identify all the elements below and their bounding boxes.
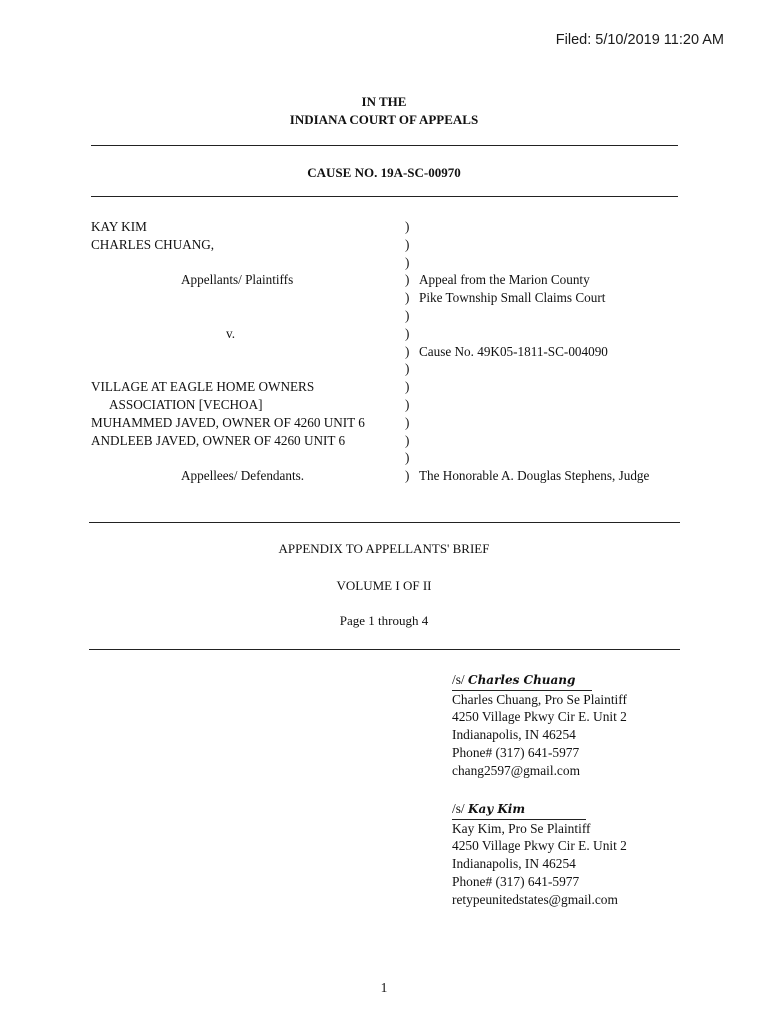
caption-left-line: ASSOCIATION [VECHOA]	[109, 397, 263, 412]
appendix-title: APPENDIX TO APPELLANTS' BRIEF	[278, 541, 490, 556]
signature-block-chuang	[452, 671, 627, 779]
volume-label: VOLUME I OF II	[336, 578, 432, 593]
court-heading-line2: INDIANA COURT OF APPEALS	[289, 112, 479, 127]
caption-left-line: Appellants/ Plaintiffs	[181, 272, 294, 288]
caption-left-line: VILLAGE AT EAGLE HOME OWNERS	[91, 379, 315, 395]
page-number: 1	[380, 980, 388, 995]
signer-address: 4250 Village Pkwy Cir E. Unit 2	[452, 709, 627, 725]
signature-block-kim	[452, 800, 627, 908]
caption-paren: )	[405, 361, 410, 377]
caption-left-line: ANDLEEB JAVED, OWNER OF 4260 UNIT 6	[91, 432, 346, 448]
caption-paren: )	[405, 343, 410, 359]
caption-paren: )	[405, 432, 410, 448]
signature-prefix: /s/	[452, 801, 465, 816]
cause-number: CAUSE NO. 19A-SC-00970	[307, 165, 461, 180]
caption-right-line: Appeal from the Marion County	[419, 272, 590, 288]
caption-paren: )	[405, 468, 410, 484]
filed-stamp: Filed: 5/10/2019 11:20 AM	[555, 32, 724, 48]
caption-right-line: Pike Township Small Claims Court	[419, 290, 606, 306]
caption-left-line: Appellees/ Defendants.	[181, 468, 305, 484]
caption-right-line: The Honorable A. Douglas Stephens, Judge	[419, 468, 650, 484]
caption-paren: )	[405, 397, 410, 412]
caption-paren: )	[405, 325, 410, 341]
page-range: Page 1 through 4	[339, 613, 429, 628]
signer-city: Indianapolis, IN 46254	[452, 856, 576, 872]
signer-city: Indianapolis, IN 46254	[452, 727, 576, 743]
caption-right-line: Cause No. 49K05-1811-SC-004090	[419, 343, 608, 359]
caption-left-line: MUHAMMED JAVED, OWNER OF 4260 UNIT 6	[91, 414, 365, 430]
signer-name: Charles Chuang, Pro Se Plaintiff	[452, 691, 627, 707]
caption-paren: )	[405, 254, 410, 270]
signature-line	[452, 671, 627, 691]
caption-paren: )	[405, 236, 410, 252]
signer-phone: Phone# (317) 641-5977	[452, 744, 580, 760]
signer-phone: Phone# (317) 641-5977	[452, 873, 580, 889]
divider	[89, 522, 680, 523]
signer-address: 4250 Village Pkwy Cir E. Unit 2	[452, 838, 627, 854]
caption-paren: )	[405, 450, 410, 466]
court-heading-line1: IN THE	[361, 94, 407, 109]
divider	[89, 649, 680, 650]
signature-prefix: /s/	[452, 672, 465, 687]
caption-left-line: KAY KIM	[91, 219, 147, 234]
divider	[91, 196, 678, 197]
caption-left-line: CHARLES CHUANG,	[91, 236, 215, 252]
caption-paren: )	[405, 379, 410, 395]
divider	[91, 145, 678, 146]
handwritten-signature: Charles Chuang	[468, 673, 576, 687]
handwritten-signature: Kay Kim	[468, 802, 526, 816]
caption-paren: )	[405, 219, 410, 234]
caption-left-line: v.	[226, 325, 236, 341]
signature-line	[452, 800, 627, 820]
signer-email: chang2597@gmail.com	[452, 762, 580, 778]
signer-name: Kay Kim, Pro Se Plaintiff	[452, 820, 591, 836]
caption-paren: )	[405, 290, 410, 306]
caption-paren: )	[405, 272, 410, 288]
signer-email: retypeunitedstates@gmail.com	[452, 891, 618, 907]
caption-paren: )	[405, 414, 410, 430]
caption-paren: )	[405, 308, 410, 323]
